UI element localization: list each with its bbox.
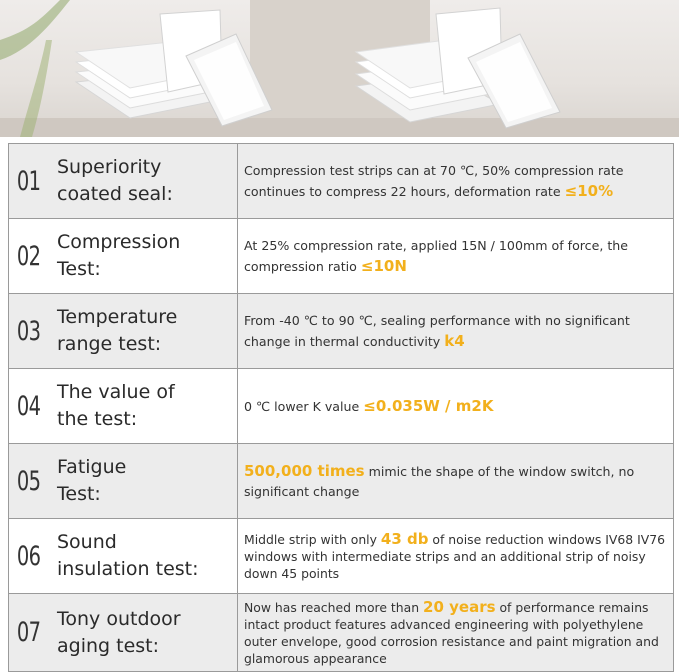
- test-name: Compression Test:: [57, 231, 181, 280]
- row-number: 05: [16, 465, 41, 497]
- description-text: 0 ℃ lower K value: [244, 398, 364, 414]
- table-row: [9, 144, 673, 219]
- description-text-after: mimic the shape of the window switch, no significant change: [244, 463, 635, 499]
- highlight-value: ≤0.035W / m2K: [363, 396, 494, 415]
- description-text: Now has reached more than: [244, 599, 424, 615]
- foam-pad-stack-left: [76, 10, 272, 126]
- test-label-cell: [9, 594, 238, 671]
- test-name: The value of the test:: [57, 381, 175, 430]
- test-description: [244, 531, 667, 582]
- row-number: 02: [16, 240, 41, 272]
- spec-table: [8, 143, 674, 672]
- test-description-cell: [238, 369, 673, 443]
- description-text: Compression test strips can at 70 ℃, 50% compression rate continues to compress 22 hours, deformation rate: [244, 162, 624, 199]
- test-description-cell: [238, 294, 673, 368]
- test-description: [244, 461, 667, 502]
- row-number: 01: [16, 165, 41, 197]
- test-label-cell: [9, 294, 238, 368]
- table-row: [9, 294, 673, 369]
- description-text: Middle strip with only: [244, 531, 381, 547]
- test-name: Temperature range test:: [57, 306, 178, 355]
- test-description-cell: [238, 219, 673, 293]
- table-row: [9, 369, 673, 444]
- test-label-cell: [9, 444, 238, 518]
- highlight-value: 43 db: [380, 529, 429, 548]
- test-description-cell: [238, 519, 673, 593]
- test-description-cell: [238, 594, 673, 671]
- test-description: [244, 599, 667, 667]
- highlight-value: 500,000 times: [244, 461, 365, 480]
- description-text: From -40 ℃ to 90 ℃, sealing performance with no significant change in thermal conductivity: [244, 312, 630, 349]
- table-row: [9, 519, 673, 594]
- row-number: 07: [16, 617, 41, 648]
- test-name: Fatigue Test:: [57, 456, 127, 505]
- plant-leaf: [0, 0, 70, 60]
- row-number: 03: [16, 315, 41, 347]
- highlight-value: 20 years: [423, 597, 496, 616]
- highlight-value: k4: [444, 331, 465, 350]
- table-surface: [0, 118, 679, 137]
- table-row: [9, 219, 673, 294]
- test-label-cell: [9, 369, 238, 443]
- test-description-cell: [238, 444, 673, 518]
- row-number: 06: [16, 540, 41, 572]
- test-label-cell: [9, 219, 238, 293]
- test-description: [244, 236, 667, 277]
- table-row: [9, 444, 673, 519]
- table-row: [9, 594, 673, 671]
- test-description: [244, 161, 667, 202]
- test-name: Tony outdoor aging test:: [57, 607, 181, 657]
- product-photo-art: [0, 0, 679, 137]
- test-description: [244, 396, 493, 417]
- test-description: [244, 311, 667, 352]
- highlight-value: ≤10%: [564, 181, 614, 200]
- product-photo: [0, 0, 679, 137]
- test-label-cell: [9, 144, 238, 218]
- test-name: Superiority coated seal:: [57, 156, 173, 205]
- test-name: Sound insulation test:: [57, 531, 199, 580]
- description-text-after: of performance remains intact product features advanced engineering with polyethylene outer envelope, good corrosion resistance and paint migration and glamorous appearance: [244, 599, 659, 666]
- row-number: 04: [16, 390, 41, 422]
- description-text: At 25% compression rate, applied 15N / 100mm of force, the compression ratio: [244, 237, 629, 274]
- description-text-after: of noise reduction windows IV68 IV76 windows with intermediate strips and an additional strip of noisy down 45 points: [244, 531, 665, 581]
- test-label-cell: [9, 519, 238, 593]
- test-description-cell: [238, 144, 673, 218]
- highlight-value: ≤10N: [360, 256, 407, 275]
